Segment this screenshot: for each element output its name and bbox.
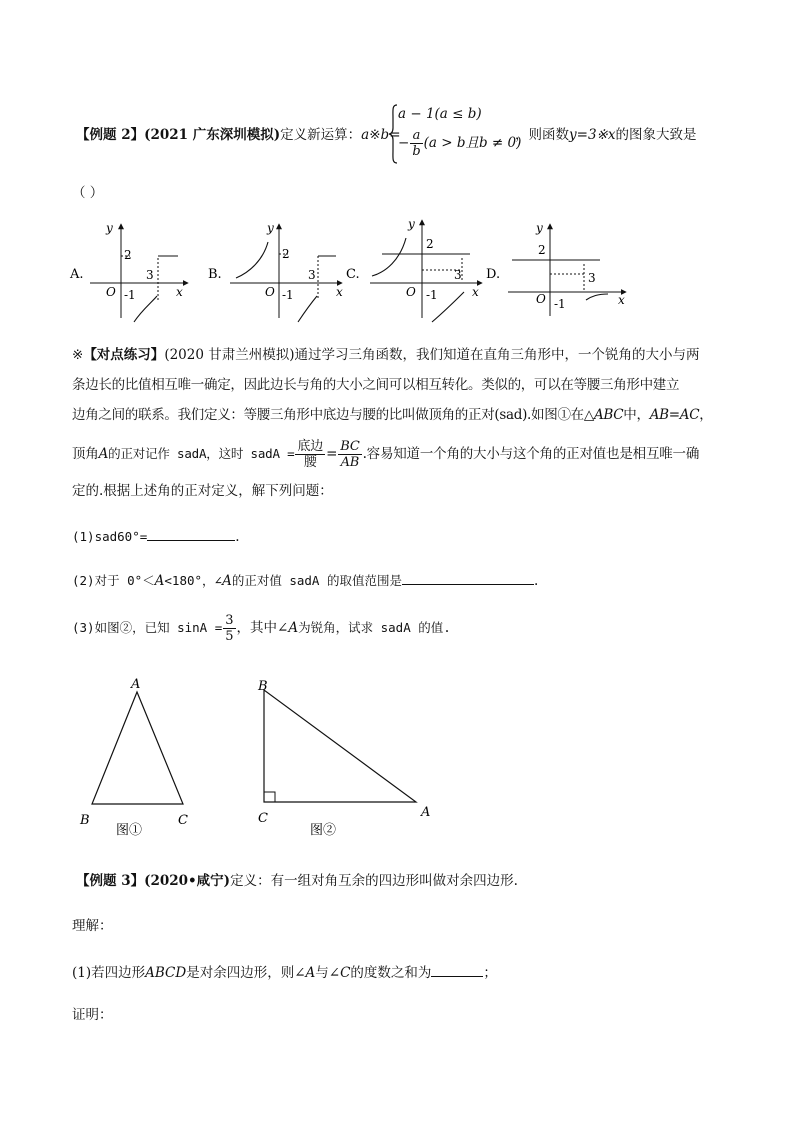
q1-text-a: (1)若四边形 (72, 965, 146, 981)
option-b-label: B. (208, 267, 222, 282)
example-3-label: 【例题 3】 (76, 873, 145, 889)
fraction-denominator: b (412, 144, 421, 159)
var-a: a (361, 127, 370, 143)
example-3-question-1 (72, 962, 497, 982)
figure-1-caption: 图① (116, 823, 143, 838)
practice-text-3c: 中， (623, 407, 650, 423)
understand-label: 理解： (72, 918, 113, 934)
vertex-a-label: A (131, 677, 141, 692)
origin-label: O (536, 292, 546, 306)
angle-a: A (288, 620, 299, 636)
question-3-text-d: 为锐角，试求 sadA 的值. (298, 620, 451, 635)
op-symbol: ※ (369, 127, 381, 143)
practice-line-4 (72, 436, 699, 472)
q1-end: ； (483, 965, 497, 981)
example-2-source: (2021 广东深圳模拟) (144, 127, 281, 143)
angle-c: C (340, 965, 351, 981)
piecewise-case-2 (398, 128, 521, 159)
x-axis-label: x (618, 293, 625, 307)
practice-text-1: (2020 甘肃兰州模拟)通过学习三角函数，我们知道在直角三角形中，一个锐角的大小与两 (164, 347, 700, 363)
example-2-tail (515, 126, 696, 144)
answer-blank-1[interactable] (147, 526, 235, 541)
figure-2-caption: 图② (310, 823, 337, 838)
tail-text-1: ，则函数 (515, 127, 569, 143)
equals-sign: = (326, 446, 338, 462)
question-3-text-b: ，其中∠ (236, 620, 289, 636)
tick-label-2: 2 (538, 243, 546, 257)
answer-parentheses: （ ） (72, 185, 104, 201)
vertex-a-label: A (421, 805, 431, 820)
option-graphs (60, 210, 660, 328)
tick-label-3: 3 (308, 268, 316, 282)
y-axis-label: y (408, 217, 415, 231)
proof-label: 证明： (72, 1007, 113, 1023)
tick-label-neg1: -1 (554, 297, 566, 311)
question-2-end: . (533, 573, 539, 589)
tick-label-neg1: -1 (282, 288, 294, 302)
practice-line-5: 定的.根据上述角的正对定义，解下列问题： (72, 483, 333, 499)
tail-text-2: 的图象大致是 (615, 127, 697, 143)
fraction-numerator: 底边 (297, 439, 324, 454)
q1-text-c: 是对余四边形，则∠ (186, 965, 306, 981)
practice-mark: ※ (72, 347, 84, 363)
fraction-3-over-5 (223, 613, 235, 644)
graph-b-curve-right (298, 296, 317, 322)
fraction-denominator: 5 (225, 629, 234, 644)
graph-b[interactable] (208, 221, 343, 322)
fraction-numerator: BC (340, 439, 360, 454)
question-3 (72, 610, 451, 646)
tick-label-neg1: -1 (124, 288, 136, 302)
question-2-text-e: 的正对值 sadA 的取值范围是 (231, 573, 402, 588)
tick-label-2: 2 (282, 247, 290, 261)
case-2-condition: (a > b且b ≠ 0) (423, 135, 522, 151)
y-axis-label: y (267, 221, 274, 235)
tick-label-2: 2 (426, 237, 434, 251)
example-2-lead: 定义新运算： (280, 127, 362, 143)
tick-label-2: 2 (124, 248, 132, 262)
fraction-denominator: AB (338, 454, 361, 470)
var-b: b (380, 127, 390, 143)
practice-text-4d: .容易知道一个角的大小与这个角的正对值也是相互唯一确 (362, 446, 700, 462)
tick-label-3: 3 (146, 268, 154, 282)
function-expression: y=3※x (569, 127, 616, 143)
fraction-base-over-leg (295, 439, 325, 470)
option-c-label: C. (346, 267, 360, 282)
y-axis-label: y (106, 221, 113, 235)
fraction-bc-over-ab (338, 439, 361, 470)
question-2 (72, 570, 538, 590)
piecewise-case-1: a − 1(a ≤ b) (398, 106, 482, 122)
fraction-numerator: a (412, 128, 421, 143)
graph-d-curve (586, 294, 608, 300)
practice-label: 【对点练习】 (83, 347, 165, 363)
x-axis-label: x (176, 285, 183, 299)
q1-text-g: 的度数之和为 (350, 965, 432, 981)
question-1 (72, 526, 240, 546)
question-1-text: (1)sad60°= (72, 529, 148, 544)
angle-a: A (154, 573, 165, 589)
practice-line-1 (72, 346, 700, 364)
question-2-text-c: <180°，∠ (164, 573, 223, 588)
example-3-line (76, 872, 518, 890)
piecewise-brace (388, 104, 401, 164)
fraction-numerator: 3 (225, 613, 234, 628)
figure-1-isosceles-triangle (70, 674, 210, 838)
angle-a: A (98, 446, 109, 462)
origin-label: O (406, 285, 416, 299)
minus-sign: − (398, 135, 410, 151)
vertex-b-label: B (80, 813, 90, 828)
example-2-line (76, 126, 401, 144)
graph-c[interactable] (346, 217, 482, 322)
fraction-a-over-b (410, 128, 422, 159)
example-3-source: (2020•咸宁) (144, 873, 231, 889)
q1-text-e: 与∠ (315, 965, 341, 981)
origin-label: O (265, 285, 275, 299)
practice-line-3 (72, 406, 712, 424)
answer-blank-2[interactable] (402, 570, 534, 585)
answer-blank-3[interactable] (431, 962, 483, 977)
example-3-text: 定义：有一组对角互余的四边形叫做对余四边形. (230, 873, 518, 889)
angle-a: A (222, 573, 232, 589)
vertex-b-label: B (258, 679, 268, 694)
practice-text-3e: ， (699, 407, 713, 423)
graph-c-curve-left (372, 238, 406, 276)
vertex-c-label: C (258, 811, 268, 826)
practice-text-3a: 边角之间的联系。我们定义：等腰三角形中底边与腰的比叫做顶角的正对(sad).如图①在△ (72, 407, 594, 423)
question-1-end: . (235, 529, 240, 545)
tick-label-3: 3 (588, 271, 596, 285)
vertex-c-label: C (178, 813, 188, 828)
figure-2-right-triangle (250, 674, 450, 838)
x-axis-label: x (336, 285, 343, 299)
origin-label: O (106, 285, 116, 299)
quadrilateral-name: ABCD (145, 965, 187, 981)
y-axis-label: y (536, 221, 543, 235)
graph-a[interactable] (69, 221, 188, 322)
equal-sides: AB=AC (649, 407, 700, 423)
option-d-label: D. (486, 267, 501, 282)
question-2-text-a: (2)对于 0°＜ (72, 573, 155, 588)
graph-b-curve-left (236, 242, 268, 278)
question-3-text-a: (3)如图②，已知 sinA = (72, 620, 223, 635)
angle-a: A (305, 965, 316, 981)
triangle-name: ABC (593, 407, 624, 423)
example-2-label: 【例题 2】 (76, 127, 145, 143)
fraction-denominator: 腰 (295, 454, 325, 470)
practice-line-2: 条边长的比值相互唯一确定，因此边长与角的大小之间可以相互转化。类似的，可以在等腰三角形中建立 (72, 377, 680, 393)
practice-text-4a: 顶角 (72, 446, 99, 462)
tick-label-3: 3 (454, 268, 462, 282)
x-axis-label: x (472, 285, 479, 299)
option-a-label: A. (70, 267, 84, 282)
equals-sign: = (389, 127, 401, 143)
tick-label-neg1: -1 (426, 288, 438, 302)
graph-d[interactable] (486, 221, 626, 316)
practice-text-4c: 的正对记作 sadA，这时 sadA = (108, 446, 295, 461)
graph-a-curve (134, 296, 157, 322)
